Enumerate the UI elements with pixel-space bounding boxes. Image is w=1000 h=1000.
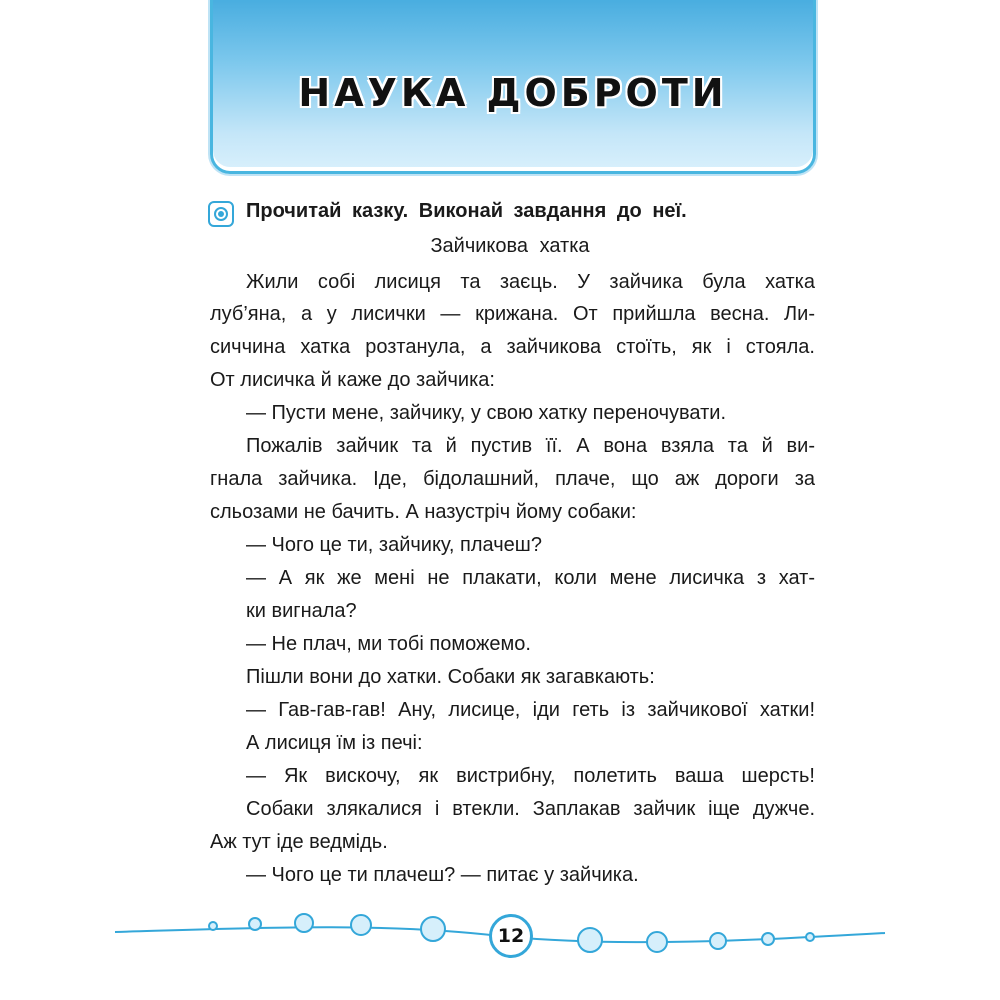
- story-line: ки вигнала?: [246, 600, 357, 622]
- story-line: От лисичка й каже до зайчика:: [210, 369, 495, 391]
- story-line: Жили собі лисиця та заєць. У зайчика була хатка: [246, 271, 815, 293]
- title-banner: [210, 0, 816, 174]
- story-line: — Пусти мене, зайчику, у свою хатку переночувати.: [246, 402, 726, 424]
- story-line: сиччина хатка розтанула, а зайчикова стоїть, як і стояла.: [210, 336, 815, 358]
- story-title: Зайчикова хатка: [430, 235, 590, 257]
- story-line: Пішли вони до хатки. Собаки як загавкають:: [246, 666, 655, 688]
- story-line: луб’яна, а у лисички — крижана. От прийшла весна. Ли-: [210, 303, 815, 325]
- story-line: — Як вискочу, як вистрибну, полетить ваша шерсть!: [246, 765, 815, 787]
- task-target-icon: [208, 201, 234, 227]
- story-line: Пожалів зайчик та й пустив її. А вона взяла та й ви-: [246, 435, 815, 457]
- story-line: — Гав-гав-гав! Ану, лисице, іди геть із зайчикової хатки!: [246, 699, 815, 721]
- story-line: — Чого це ти, зайчику, плачеш?: [246, 534, 542, 556]
- page-title: НАУКА ДОБРОТИ: [298, 71, 728, 115]
- story-line: — Не плач, ми тобі поможемо.: [246, 633, 531, 655]
- story-line: Собаки злякалися і втекли. Заплакав зайчик іще дужче.: [246, 798, 815, 820]
- story-line: гнала зайчика. Іде, бідолашний, плаче, що аж дороги за: [210, 468, 815, 490]
- task-instruction: Прочитай казку. Виконай завдання до неї.: [246, 200, 687, 222]
- story-line: — Чого це ти плачеш? — питає у зайчика.: [246, 864, 639, 886]
- story-line: — А як же мені не плакати, коли мене лисичка з хат-: [246, 567, 815, 589]
- page-number: 12: [489, 914, 533, 958]
- story-line: сльозами не бачить. А назустріч йому собаки:: [210, 501, 637, 523]
- story-line: Аж тут іде ведмідь.: [210, 831, 388, 853]
- story-line: А лисиця їм із печі:: [246, 732, 423, 754]
